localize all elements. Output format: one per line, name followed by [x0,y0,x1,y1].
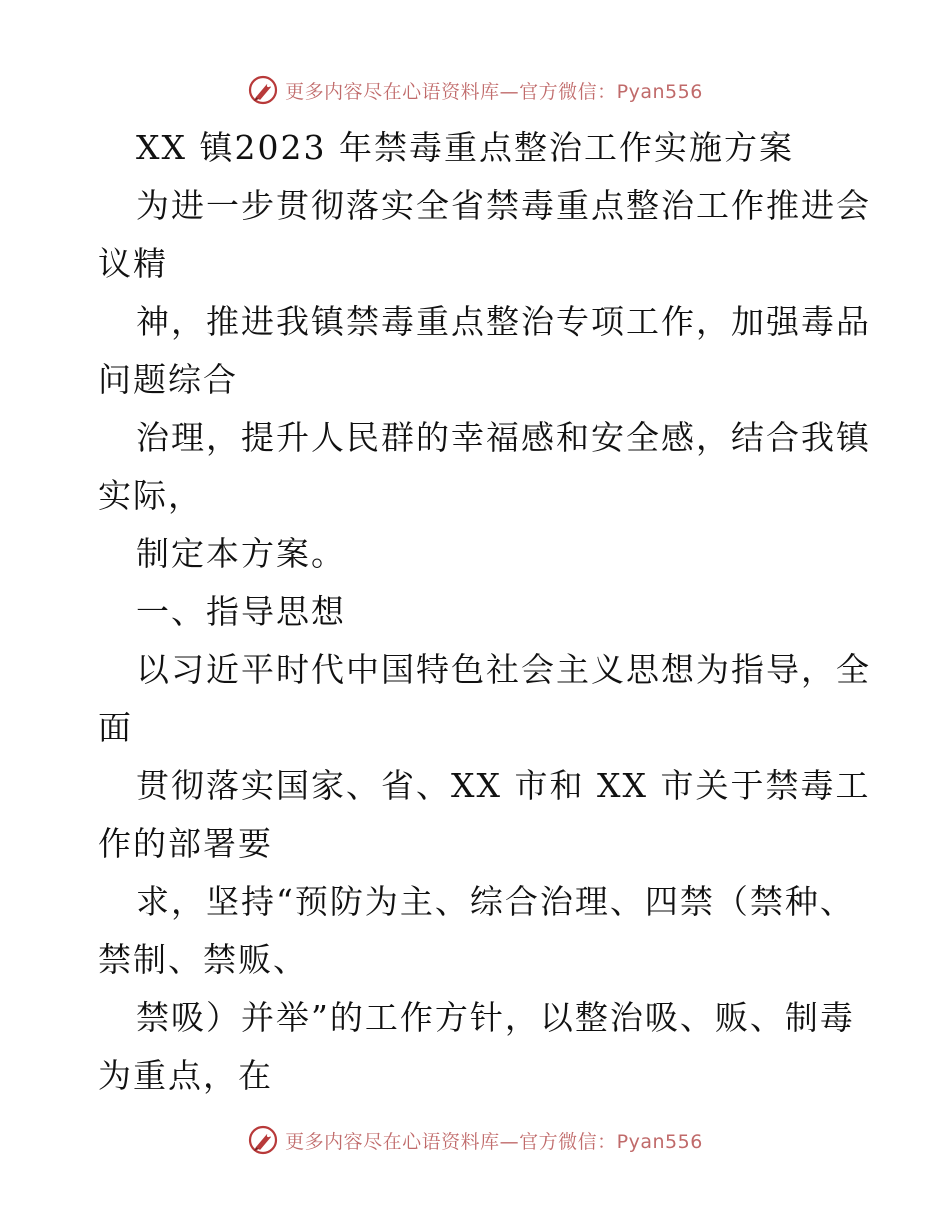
paragraph-line: 为重点，在 [98,1056,273,1095]
paragraph-line: 贯彻落实国家、省、XX 市和 XX 市关于禁毒工 [136,766,871,805]
paragraph-line: 以习近平时代中国特色社会主义思想为指导，全 [136,650,871,689]
paragraph-line: 禁制、禁贩、 [98,940,308,979]
footer-banner [0,1120,950,1160]
header-banner [0,70,950,110]
pen-logo-icon [247,74,279,106]
paragraph-line: 实际， [98,476,203,515]
document-title: XX 镇2023 年禁毒重点整治工作实施方案 [136,128,794,167]
paragraph-line: 治理，提升人民群的幸福感和安全感，结合我镇 [136,418,871,457]
header-banner-text: 更多内容尽在心语资料库—官方微信：Pyan556 [285,80,703,103]
paragraph-line: 议精 [98,244,168,283]
paragraph-line: 禁吸）并举”的工作方针，以整治吸、贩、制毒 [136,998,855,1037]
footer-banner-text: 更多内容尽在心语资料库—官方微信：Pyan556 [285,1130,703,1153]
pen-logo-icon [247,1124,279,1156]
paragraph-line: 求，坚持“预防为主、综合治理、四禁（禁种、 [136,882,855,921]
paragraph-line: 为进一步贯彻落实全省禁毒重点整治工作推进会 [136,186,871,225]
paragraph-line: 问题综合 [98,360,238,399]
paragraph-line: 制定本方案。 [136,534,346,573]
paragraph-line: 面 [98,708,133,747]
paragraph-line: 神，推进我镇禁毒重点整治专项工作，加强毒品 [136,302,871,341]
section-heading: 一、指导思想 [136,592,346,631]
paragraph-line: 作的部署要 [98,824,273,863]
